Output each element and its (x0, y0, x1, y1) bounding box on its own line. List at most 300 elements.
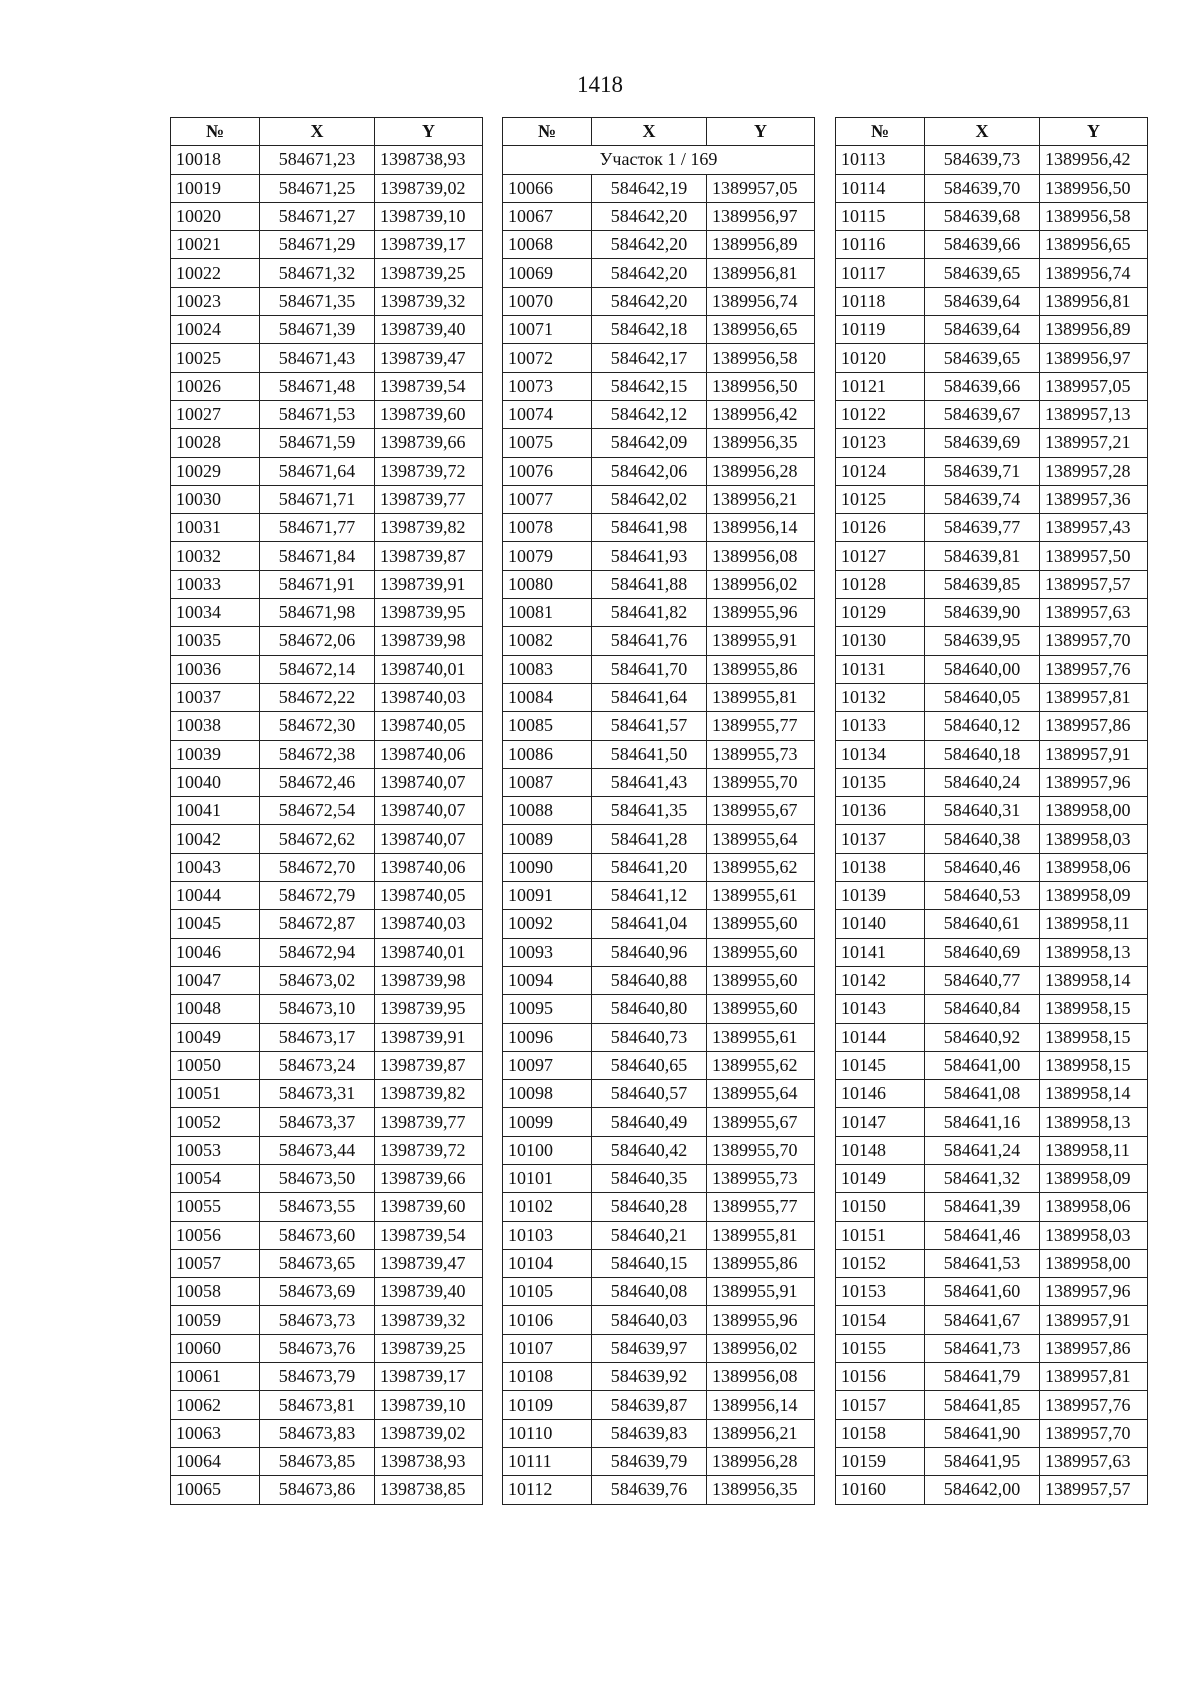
x-coordinate-cell: 584640,57 (592, 1080, 707, 1108)
y-coordinate-cell: 1389955,86 (707, 655, 815, 683)
x-coordinate-cell: 584641,67 (925, 1306, 1040, 1334)
x-coordinate-cell: 584642,12 (592, 400, 707, 428)
column-header-number: № (171, 118, 260, 146)
y-coordinate-cell: 1398739,82 (375, 514, 483, 542)
table-row (171, 1278, 483, 1306)
y-coordinate-cell: 1389955,60 (707, 938, 815, 966)
y-coordinate-cell: 1389955,60 (707, 995, 815, 1023)
table-row (503, 853, 815, 881)
table-row (503, 485, 815, 513)
x-coordinate-cell: 584672,38 (260, 740, 375, 768)
point-number-cell: 10060 (171, 1334, 260, 1362)
x-coordinate-cell: 584641,64 (592, 683, 707, 711)
table-row (836, 882, 1148, 910)
y-coordinate-cell: 1389956,42 (1040, 146, 1148, 174)
y-coordinate-cell: 1389956,02 (707, 570, 815, 598)
table-row (171, 259, 483, 287)
y-coordinate-cell: 1398740,07 (375, 797, 483, 825)
x-coordinate-cell: 584671,35 (260, 287, 375, 315)
x-coordinate-cell: 584671,23 (260, 146, 375, 174)
table-row (836, 259, 1148, 287)
table-row (836, 938, 1148, 966)
y-coordinate-cell: 1389955,73 (707, 1164, 815, 1192)
point-number-cell: 10154 (836, 1306, 925, 1334)
point-number-cell: 10118 (836, 287, 925, 315)
table-row (503, 627, 815, 655)
x-coordinate-cell: 584673,24 (260, 1051, 375, 1079)
x-coordinate-cell: 584639,76 (592, 1476, 707, 1504)
x-coordinate-cell: 584671,43 (260, 344, 375, 372)
table-row (836, 1221, 1148, 1249)
point-number-cell: 10031 (171, 514, 260, 542)
y-coordinate-cell: 1398740,05 (375, 712, 483, 740)
y-coordinate-cell: 1398739,32 (375, 1306, 483, 1334)
point-number-cell: 10023 (171, 287, 260, 315)
table-row (836, 514, 1148, 542)
y-coordinate-cell: 1398738,93 (375, 146, 483, 174)
table-row (171, 1080, 483, 1108)
table-row (503, 683, 815, 711)
table-row (503, 910, 815, 938)
table-row (836, 1278, 1148, 1306)
x-coordinate-cell: 584673,02 (260, 966, 375, 994)
point-number-cell: 10062 (171, 1391, 260, 1419)
y-coordinate-cell: 1389956,28 (707, 1447, 815, 1475)
table-row (503, 740, 815, 768)
table-row (836, 627, 1148, 655)
point-number-cell: 10089 (503, 825, 592, 853)
table-row (503, 1193, 815, 1221)
x-coordinate-cell: 584642,20 (592, 287, 707, 315)
y-coordinate-cell: 1389955,70 (707, 1136, 815, 1164)
point-number-cell: 10025 (171, 344, 260, 372)
table-row (836, 966, 1148, 994)
x-coordinate-cell: 584640,46 (925, 853, 1040, 881)
y-coordinate-cell: 1389956,21 (707, 485, 815, 513)
y-coordinate-cell: 1389955,61 (707, 882, 815, 910)
x-coordinate-cell: 584640,12 (925, 712, 1040, 740)
table-row (836, 768, 1148, 796)
table-row (171, 1334, 483, 1362)
table-row (836, 1108, 1148, 1136)
y-coordinate-cell: 1389957,63 (1040, 599, 1148, 627)
point-number-cell: 10027 (171, 400, 260, 428)
point-number-cell: 10048 (171, 995, 260, 1023)
table-row (836, 202, 1148, 230)
y-coordinate-cell: 1398739,40 (375, 1278, 483, 1306)
y-coordinate-cell: 1389957,57 (1040, 570, 1148, 598)
point-number-cell: 10047 (171, 966, 260, 994)
x-coordinate-cell: 584673,76 (260, 1334, 375, 1362)
y-coordinate-cell: 1398739,17 (375, 231, 483, 259)
point-number-cell: 10036 (171, 655, 260, 683)
x-coordinate-cell: 584673,83 (260, 1419, 375, 1447)
point-number-cell: 10104 (503, 1249, 592, 1277)
y-coordinate-cell: 1389955,73 (707, 740, 815, 768)
table-row (171, 1108, 483, 1136)
table-row (503, 344, 815, 372)
point-number-cell: 10107 (503, 1334, 592, 1362)
table-row (836, 1334, 1148, 1362)
y-coordinate-cell: 1389956,14 (707, 1391, 815, 1419)
x-coordinate-cell: 584641,20 (592, 853, 707, 881)
table-row (836, 712, 1148, 740)
table-row (836, 429, 1148, 457)
point-number-cell: 10037 (171, 683, 260, 711)
x-coordinate-cell: 584642,06 (592, 457, 707, 485)
table-row (171, 514, 483, 542)
table-row (836, 1136, 1148, 1164)
x-coordinate-cell: 584672,70 (260, 853, 375, 881)
x-coordinate-cell: 584640,96 (592, 938, 707, 966)
point-number-cell: 10095 (503, 995, 592, 1023)
y-coordinate-cell: 1389955,77 (707, 1193, 815, 1221)
point-number-cell: 10109 (503, 1391, 592, 1419)
x-coordinate-cell: 584640,18 (925, 740, 1040, 768)
y-coordinate-cell: 1398739,72 (375, 457, 483, 485)
point-number-cell: 10145 (836, 1051, 925, 1079)
table-row (503, 712, 815, 740)
point-number-cell: 10141 (836, 938, 925, 966)
x-coordinate-cell: 584641,32 (925, 1164, 1040, 1192)
y-coordinate-cell: 1389958,14 (1040, 1080, 1148, 1108)
point-number-cell: 10019 (171, 174, 260, 202)
x-coordinate-cell: 584641,85 (925, 1391, 1040, 1419)
point-number-cell: 10050 (171, 1051, 260, 1079)
x-coordinate-cell: 584641,04 (592, 910, 707, 938)
y-coordinate-cell: 1389958,03 (1040, 825, 1148, 853)
x-coordinate-cell: 584639,92 (592, 1363, 707, 1391)
table-row (836, 372, 1148, 400)
y-coordinate-cell: 1398739,60 (375, 400, 483, 428)
x-coordinate-cell: 584640,08 (592, 1278, 707, 1306)
table-row (171, 995, 483, 1023)
x-coordinate-cell: 584671,48 (260, 372, 375, 400)
point-number-cell: 10140 (836, 910, 925, 938)
x-coordinate-cell: 584639,74 (925, 485, 1040, 513)
y-coordinate-cell: 1398739,87 (375, 542, 483, 570)
table-row (503, 400, 815, 428)
x-coordinate-cell: 584640,42 (592, 1136, 707, 1164)
y-coordinate-cell: 1389958,06 (1040, 853, 1148, 881)
y-coordinate-cell: 1389956,89 (1040, 316, 1148, 344)
point-number-cell: 10052 (171, 1108, 260, 1136)
x-coordinate-cell: 584639,87 (592, 1391, 707, 1419)
y-coordinate-cell: 1389958,00 (1040, 1249, 1148, 1277)
table-row (503, 1023, 815, 1051)
x-coordinate-cell: 584639,83 (592, 1419, 707, 1447)
y-coordinate-cell: 1389955,64 (707, 825, 815, 853)
table-row (836, 825, 1148, 853)
point-number-cell: 10061 (171, 1363, 260, 1391)
x-coordinate-cell: 584642,18 (592, 316, 707, 344)
table-row (503, 259, 815, 287)
point-number-cell: 10087 (503, 768, 592, 796)
x-coordinate-cell: 584642,19 (592, 174, 707, 202)
y-coordinate-cell: 1389957,91 (1040, 1306, 1148, 1334)
point-number-cell: 10081 (503, 599, 592, 627)
table-row (171, 231, 483, 259)
y-coordinate-cell: 1389956,74 (1040, 259, 1148, 287)
x-coordinate-cell: 584671,71 (260, 485, 375, 513)
x-coordinate-cell: 584671,27 (260, 202, 375, 230)
table-row (503, 146, 815, 174)
x-coordinate-cell: 584640,49 (592, 1108, 707, 1136)
x-coordinate-cell: 584671,64 (260, 457, 375, 485)
table-row (171, 174, 483, 202)
point-number-cell: 10046 (171, 938, 260, 966)
y-coordinate-cell: 1389955,96 (707, 599, 815, 627)
table-row (171, 655, 483, 683)
point-number-cell: 10108 (503, 1363, 592, 1391)
x-coordinate-cell: 584671,59 (260, 429, 375, 457)
point-number-cell: 10119 (836, 316, 925, 344)
y-coordinate-cell: 1389957,05 (707, 174, 815, 202)
column-header-y: Y (707, 118, 815, 146)
point-number-cell: 10142 (836, 966, 925, 994)
y-coordinate-cell: 1389958,14 (1040, 966, 1148, 994)
table-row (171, 627, 483, 655)
point-number-cell: 10092 (503, 910, 592, 938)
coordinate-table-2 (502, 117, 815, 1505)
point-number-cell: 10065 (171, 1476, 260, 1504)
table-row (171, 1476, 483, 1504)
point-number-cell: 10129 (836, 599, 925, 627)
point-number-cell: 10035 (171, 627, 260, 655)
x-coordinate-cell: 584639,70 (925, 174, 1040, 202)
table-row (503, 316, 815, 344)
table-row (503, 1334, 815, 1362)
x-coordinate-cell: 584641,43 (592, 768, 707, 796)
y-coordinate-cell: 1398739,60 (375, 1193, 483, 1221)
x-coordinate-cell: 584672,79 (260, 882, 375, 910)
x-coordinate-cell: 584671,77 (260, 514, 375, 542)
y-coordinate-cell: 1389955,67 (707, 797, 815, 825)
point-number-cell: 10064 (171, 1447, 260, 1475)
table-row (171, 768, 483, 796)
point-number-cell: 10117 (836, 259, 925, 287)
y-coordinate-cell: 1389957,43 (1040, 514, 1148, 542)
point-number-cell: 10128 (836, 570, 925, 598)
x-coordinate-cell: 584673,79 (260, 1363, 375, 1391)
x-coordinate-cell: 584641,53 (925, 1249, 1040, 1277)
point-number-cell: 10093 (503, 938, 592, 966)
column-header-y: Y (375, 118, 483, 146)
y-coordinate-cell: 1389958,15 (1040, 1023, 1148, 1051)
point-number-cell: 10135 (836, 768, 925, 796)
column-header-x: X (592, 118, 707, 146)
table-row (836, 599, 1148, 627)
table-row (171, 825, 483, 853)
point-number-cell: 10125 (836, 485, 925, 513)
point-number-cell: 10076 (503, 457, 592, 485)
y-coordinate-cell: 1389955,77 (707, 712, 815, 740)
y-coordinate-cell: 1389955,62 (707, 853, 815, 881)
y-coordinate-cell: 1398739,82 (375, 1080, 483, 1108)
point-number-cell: 10133 (836, 712, 925, 740)
x-coordinate-cell: 584640,24 (925, 768, 1040, 796)
point-number-cell: 10106 (503, 1306, 592, 1334)
point-number-cell: 10100 (503, 1136, 592, 1164)
y-coordinate-cell: 1389956,50 (707, 372, 815, 400)
x-coordinate-cell: 584673,17 (260, 1023, 375, 1051)
x-coordinate-cell: 584642,20 (592, 259, 707, 287)
point-number-cell: 10073 (503, 372, 592, 400)
point-number-cell: 10094 (503, 966, 592, 994)
table-row (503, 1447, 815, 1475)
x-coordinate-cell: 584673,55 (260, 1193, 375, 1221)
table-row (171, 485, 483, 513)
x-coordinate-cell: 584639,79 (592, 1447, 707, 1475)
x-coordinate-cell: 584639,67 (925, 400, 1040, 428)
table-row (503, 1391, 815, 1419)
y-coordinate-cell: 1389957,05 (1040, 372, 1148, 400)
x-coordinate-cell: 584640,65 (592, 1051, 707, 1079)
table-row (503, 797, 815, 825)
x-coordinate-cell: 584639,81 (925, 542, 1040, 570)
table-row (503, 1051, 815, 1079)
x-coordinate-cell: 584671,29 (260, 231, 375, 259)
table-row (503, 570, 815, 598)
table-header-row (171, 118, 483, 146)
table-row (503, 1278, 815, 1306)
y-coordinate-cell: 1389958,13 (1040, 1108, 1148, 1136)
x-coordinate-cell: 584640,92 (925, 1023, 1040, 1051)
table-row (836, 542, 1148, 570)
y-coordinate-cell: 1389957,86 (1040, 712, 1148, 740)
x-coordinate-cell: 584673,60 (260, 1221, 375, 1249)
y-coordinate-cell: 1389956,08 (707, 1363, 815, 1391)
y-coordinate-cell: 1389957,96 (1040, 768, 1148, 796)
point-number-cell: 10029 (171, 457, 260, 485)
table-row (836, 146, 1148, 174)
table-row (171, 287, 483, 315)
x-coordinate-cell: 584672,54 (260, 797, 375, 825)
y-coordinate-cell: 1398740,03 (375, 910, 483, 938)
y-coordinate-cell: 1398739,66 (375, 1164, 483, 1192)
x-coordinate-cell: 584639,77 (925, 514, 1040, 542)
point-number-cell: 10153 (836, 1278, 925, 1306)
y-coordinate-cell: 1398739,98 (375, 966, 483, 994)
column-header-number: № (836, 118, 925, 146)
point-number-cell: 10077 (503, 485, 592, 513)
table-row (503, 655, 815, 683)
table-row (503, 287, 815, 315)
y-coordinate-cell: 1398739,47 (375, 344, 483, 372)
table-row (171, 882, 483, 910)
point-number-cell: 10038 (171, 712, 260, 740)
y-coordinate-cell: 1389957,96 (1040, 1278, 1148, 1306)
table-row (171, 1391, 483, 1419)
point-number-cell: 10051 (171, 1080, 260, 1108)
point-number-cell: 10021 (171, 231, 260, 259)
y-coordinate-cell: 1389957,63 (1040, 1447, 1148, 1475)
x-coordinate-cell: 584641,50 (592, 740, 707, 768)
point-number-cell: 10155 (836, 1334, 925, 1362)
x-coordinate-cell: 584640,38 (925, 825, 1040, 853)
y-coordinate-cell: 1389957,76 (1040, 1391, 1148, 1419)
point-number-cell: 10102 (503, 1193, 592, 1221)
y-coordinate-cell: 1398739,10 (375, 1391, 483, 1419)
point-number-cell: 10026 (171, 372, 260, 400)
table-row (503, 995, 815, 1023)
x-coordinate-cell: 584640,15 (592, 1249, 707, 1277)
table-row (171, 712, 483, 740)
y-coordinate-cell: 1398740,07 (375, 825, 483, 853)
point-number-cell: 10039 (171, 740, 260, 768)
table-row (503, 457, 815, 485)
table-row (171, 1136, 483, 1164)
y-coordinate-cell: 1398740,06 (375, 740, 483, 768)
point-number-cell: 10045 (171, 910, 260, 938)
x-coordinate-cell: 584639,97 (592, 1334, 707, 1362)
x-coordinate-cell: 584642,20 (592, 202, 707, 230)
x-coordinate-cell: 584642,00 (925, 1476, 1040, 1504)
y-coordinate-cell: 1389957,91 (1040, 740, 1148, 768)
y-coordinate-cell: 1389957,70 (1040, 627, 1148, 655)
point-number-cell: 10134 (836, 740, 925, 768)
table-row (836, 1051, 1148, 1079)
y-coordinate-cell: 1398739,95 (375, 599, 483, 627)
point-number-cell: 10080 (503, 570, 592, 598)
x-coordinate-cell: 584640,80 (592, 995, 707, 1023)
table-row (836, 910, 1148, 938)
x-coordinate-cell: 584641,90 (925, 1419, 1040, 1447)
y-coordinate-cell: 1389956,28 (707, 457, 815, 485)
y-coordinate-cell: 1389956,97 (707, 202, 815, 230)
table-row (503, 1306, 815, 1334)
point-number-cell: 10147 (836, 1108, 925, 1136)
y-coordinate-cell: 1398739,87 (375, 1051, 483, 1079)
table-row (836, 853, 1148, 881)
column-header-x: X (260, 118, 375, 146)
x-coordinate-cell: 584672,22 (260, 683, 375, 711)
x-coordinate-cell: 584642,20 (592, 231, 707, 259)
y-coordinate-cell: 1398739,32 (375, 287, 483, 315)
page-number: 1418 (577, 72, 623, 97)
x-coordinate-cell: 584640,69 (925, 938, 1040, 966)
point-number-cell: 10079 (503, 542, 592, 570)
point-number-cell: 10123 (836, 429, 925, 457)
table-row (836, 1419, 1148, 1447)
point-number-cell: 10063 (171, 1419, 260, 1447)
table-row (171, 146, 483, 174)
table-row (836, 655, 1148, 683)
table-row (503, 1221, 815, 1249)
y-coordinate-cell: 1398740,01 (375, 655, 483, 683)
point-number-cell: 10157 (836, 1391, 925, 1419)
point-number-cell: 10159 (836, 1447, 925, 1475)
point-number-cell: 10034 (171, 599, 260, 627)
x-coordinate-cell: 584640,31 (925, 797, 1040, 825)
table-row (836, 1023, 1148, 1051)
point-number-cell: 10144 (836, 1023, 925, 1051)
y-coordinate-cell: 1389955,62 (707, 1051, 815, 1079)
y-coordinate-cell: 1398739,95 (375, 995, 483, 1023)
table-row (171, 1363, 483, 1391)
table-row (836, 1476, 1148, 1504)
x-coordinate-cell: 584639,85 (925, 570, 1040, 598)
x-coordinate-cell: 584673,69 (260, 1278, 375, 1306)
table-row (171, 542, 483, 570)
point-number-cell: 10082 (503, 627, 592, 655)
table-row (503, 202, 815, 230)
x-coordinate-cell: 584641,46 (925, 1221, 1040, 1249)
point-number-cell: 10158 (836, 1419, 925, 1447)
y-coordinate-cell: 1398739,54 (375, 1221, 483, 1249)
x-coordinate-cell: 584640,88 (592, 966, 707, 994)
y-coordinate-cell: 1389955,91 (707, 1278, 815, 1306)
